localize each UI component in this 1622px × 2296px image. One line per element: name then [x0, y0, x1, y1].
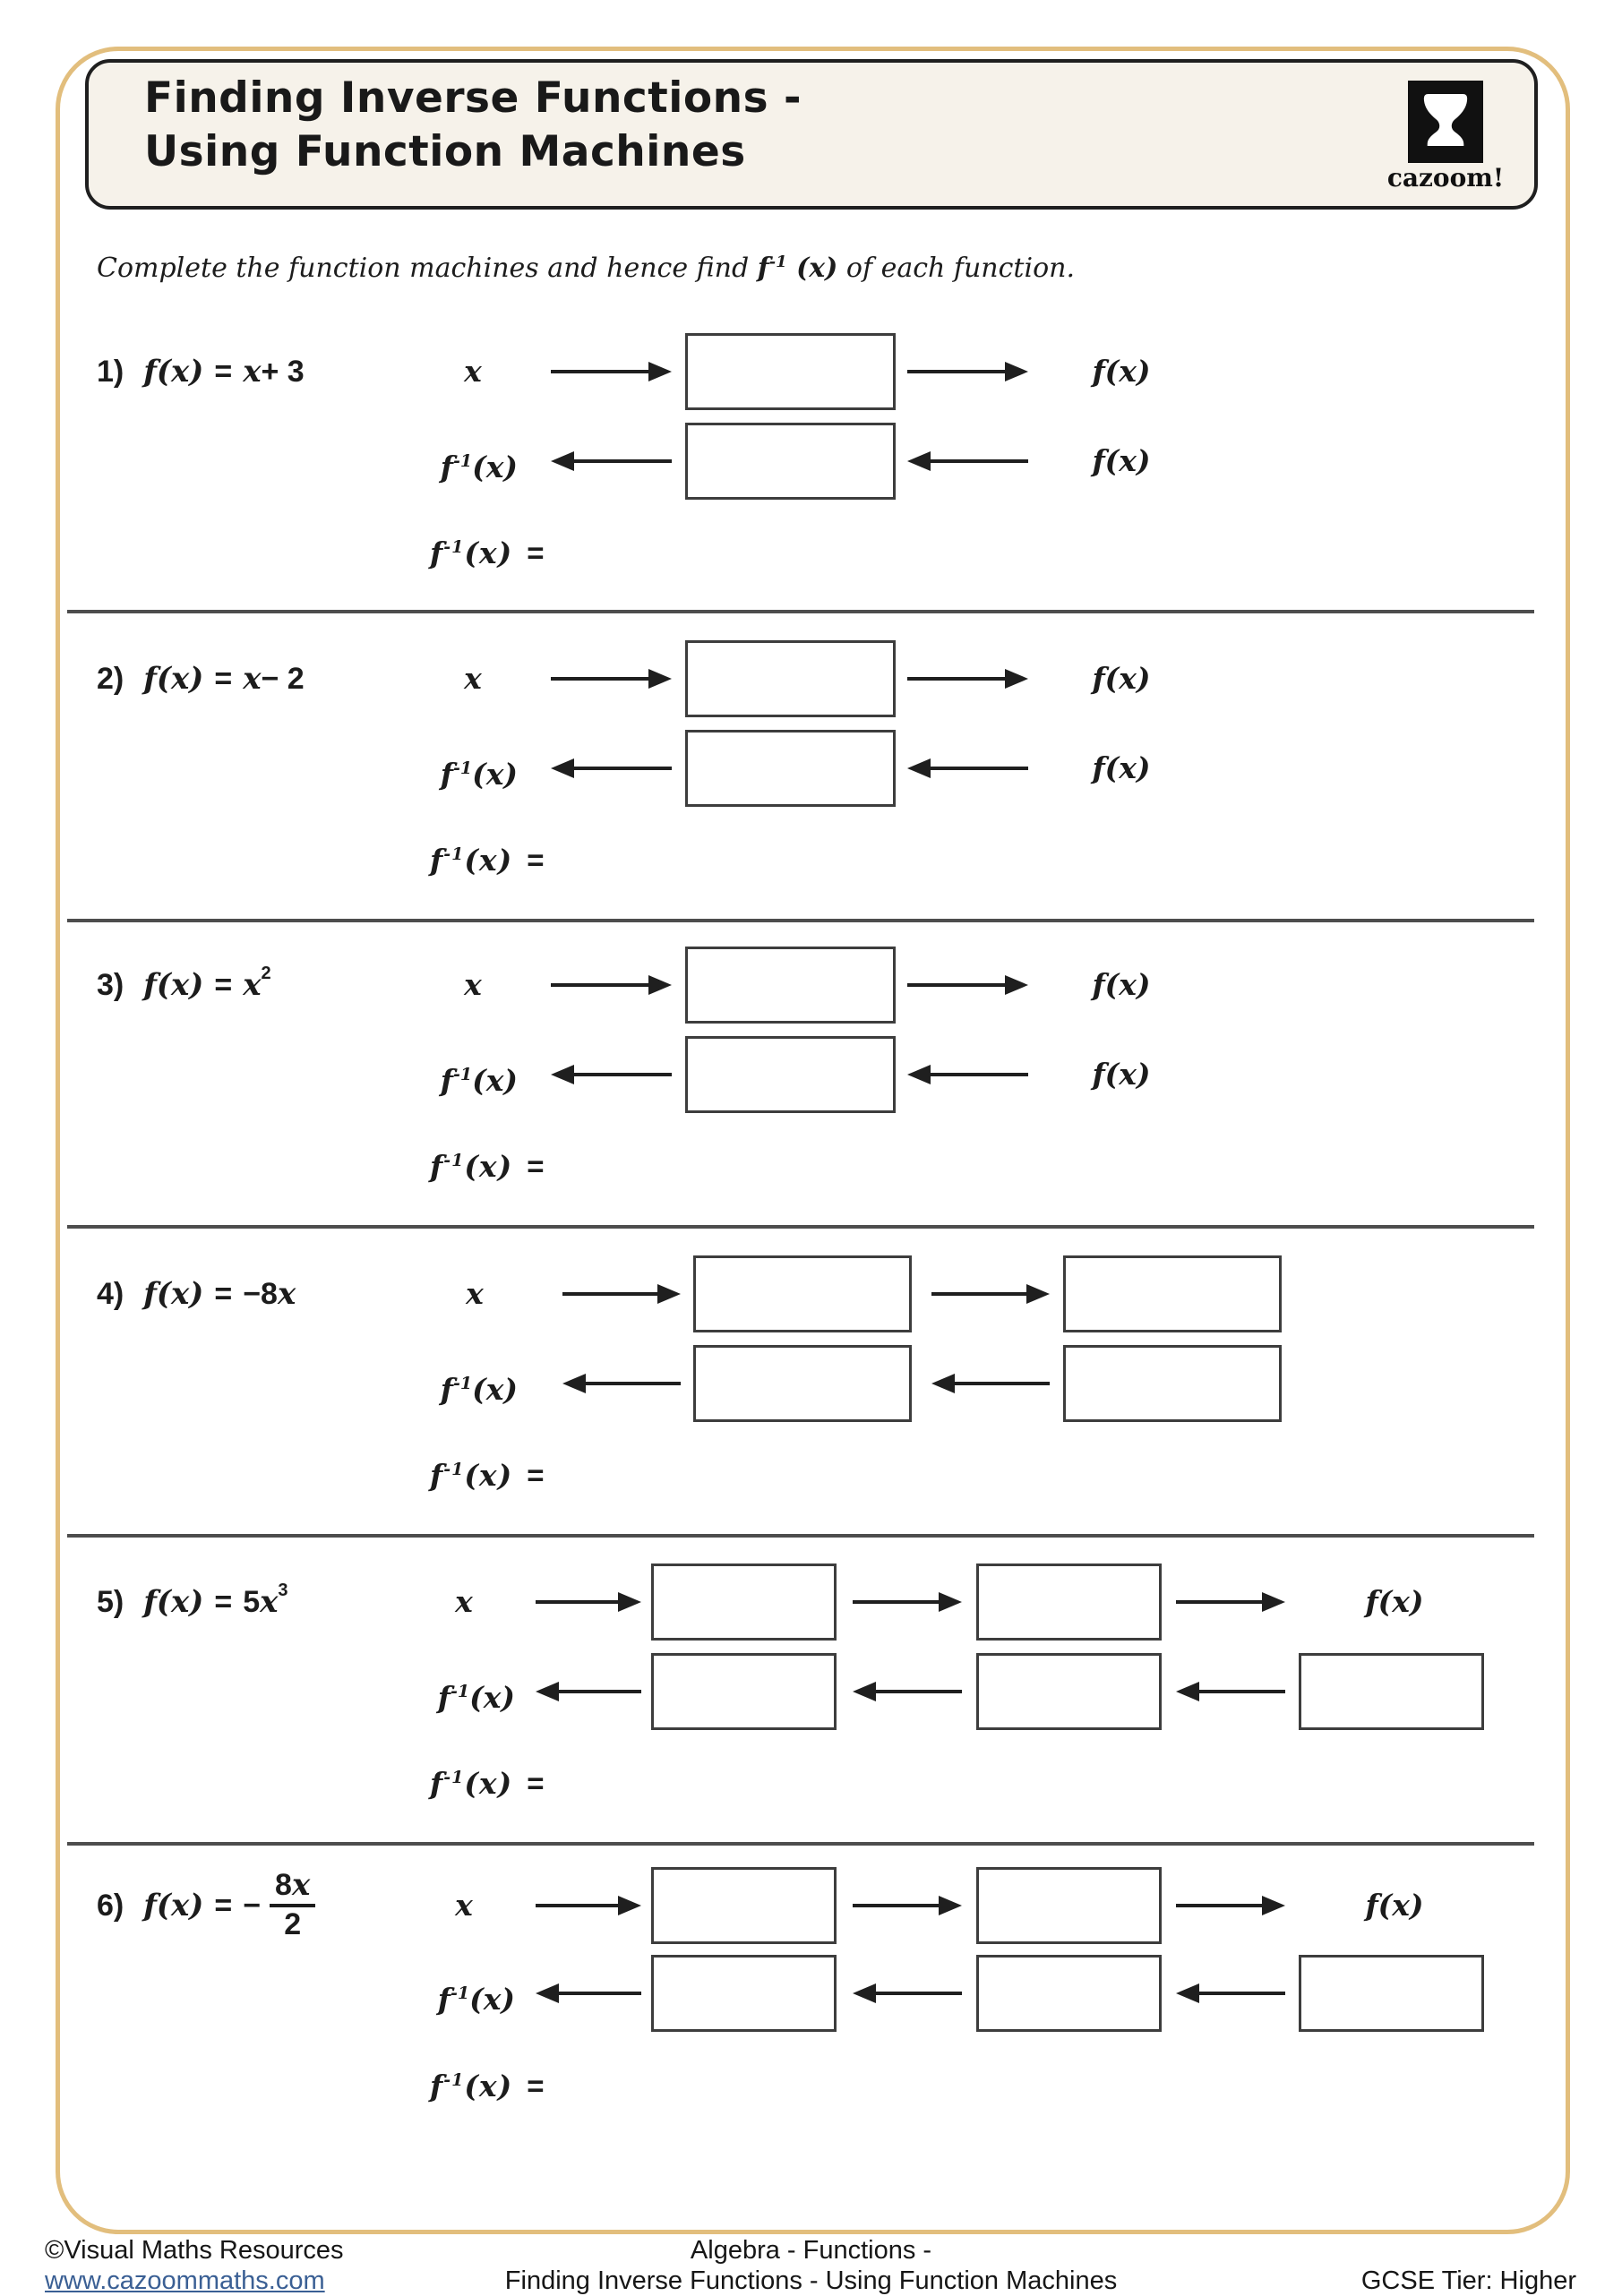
f-inverse-answer-label: $f^{-1}(x)$ =	[430, 535, 545, 570]
right-arrow-icon	[907, 974, 1028, 996]
footer-topic-line-1: Algebra - Functions -	[690, 2236, 932, 2265]
operation-box[interactable]	[651, 1653, 837, 1730]
right-arrow-icon	[907, 361, 1028, 382]
right-arrow-icon	[853, 1591, 962, 1613]
f-inverse-answer-label: $f^{-1}(x)$ =	[430, 1458, 545, 1493]
footer-topic-line-2: Finding Inverse Functions - Using Function Machines	[504, 2266, 1118, 2295]
right-arrow-icon	[562, 1283, 681, 1305]
problem-1-equation: 1) f (x) = x + 3	[97, 354, 305, 390]
left-arrow-icon	[562, 1373, 681, 1394]
operation-box[interactable]	[976, 1564, 1162, 1641]
problem-2-equation: 2) f (x) = x − 2	[97, 661, 305, 697]
left-arrow-icon	[907, 450, 1028, 472]
right-arrow-icon	[536, 1591, 641, 1613]
operation-box[interactable]	[976, 1867, 1162, 1944]
section-divider	[67, 610, 1534, 613]
operation-box[interactable]	[685, 947, 896, 1024]
operation-box[interactable]	[693, 1255, 912, 1332]
input-x-label: x	[455, 1888, 473, 1923]
left-arrow-icon	[536, 1681, 641, 1702]
operation-box[interactable]	[685, 423, 896, 500]
website-link[interactable]: www.cazoommaths.com	[45, 2266, 325, 2295]
right-arrow-icon	[551, 974, 672, 996]
right-arrow-icon	[551, 668, 672, 690]
djembe-drum-icon	[1420, 91, 1472, 153]
operation-box[interactable]	[651, 1867, 837, 1944]
f-inverse-answer-label: $f^{-1}(x)$ =	[430, 1766, 545, 1801]
fx-output-label: f(x)	[1092, 1057, 1151, 1092]
operation-box[interactable]	[1063, 1255, 1282, 1332]
f-inverse-label: $f^{-1}(x)$	[440, 1063, 518, 1098]
operation-box[interactable]	[685, 333, 896, 410]
input-x-label: x	[455, 1584, 473, 1619]
f-inverse-label: $f^{-1}(x)$	[440, 1372, 518, 1407]
right-arrow-icon	[853, 1895, 962, 1916]
input-x-label: x	[466, 1276, 484, 1311]
input-x-label: x	[464, 967, 482, 1002]
fx-output-label: f(x)	[1092, 443, 1151, 478]
f-inverse-label: $f^{-1}(x)$	[440, 757, 518, 792]
problem-6-equation: 6) f (x) = − $\frac{8x}{2}$	[97, 1867, 315, 1944]
left-arrow-icon	[853, 1681, 962, 1702]
worksheet-header	[85, 59, 1538, 210]
right-arrow-icon	[551, 361, 672, 382]
section-divider	[67, 1534, 1534, 1538]
problem-4-equation: 4) f (x) = −8 x	[97, 1276, 296, 1312]
fx-output-label: f(x)	[1365, 1584, 1424, 1619]
operation-box[interactable]	[1299, 1955, 1484, 2032]
section-divider	[67, 1842, 1534, 1846]
f-inverse-answer-label: $f^{-1}(x)$ =	[430, 2069, 545, 2103]
f-inverse-answer-label: $f^{-1}(x)$ =	[430, 1149, 545, 1184]
left-arrow-icon	[853, 1983, 962, 2004]
section-divider	[67, 1225, 1534, 1229]
left-arrow-icon	[1176, 1983, 1285, 2004]
gcse-tier-label: GCSE Tier: Higher	[1360, 2266, 1576, 2295]
f-inverse-label: $f^{-1}(x)$	[437, 1680, 515, 1715]
cazoom-logo	[1408, 81, 1483, 163]
right-arrow-icon	[536, 1895, 641, 1916]
left-arrow-icon	[536, 1983, 641, 2004]
fx-output-label: f(x)	[1092, 661, 1151, 696]
operation-box[interactable]	[685, 1036, 896, 1113]
left-arrow-icon	[907, 1064, 1028, 1085]
worksheet-instruction: Complete the function machines and hence find $f^{-1}$ (x) of each function.	[97, 253, 1075, 284]
f-inverse-answer-label: $f^{-1}(x)$ =	[430, 843, 545, 878]
left-arrow-icon	[551, 1064, 672, 1085]
problem-3-equation: 3) f (x) = x 2	[97, 963, 271, 1003]
fx-output-label: f(x)	[1092, 750, 1151, 785]
operation-box[interactable]	[1063, 1345, 1282, 1422]
operation-box[interactable]	[976, 1653, 1162, 1730]
operation-box[interactable]	[685, 730, 896, 807]
fx-output-label: f(x)	[1092, 967, 1151, 1002]
right-arrow-icon	[1176, 1895, 1285, 1916]
left-arrow-icon	[907, 758, 1028, 779]
operation-box[interactable]	[651, 1955, 837, 2032]
f-inverse-label: $f^{-1}(x)$	[437, 1982, 515, 2017]
page-title-line-1: Finding Inverse Functions -	[144, 73, 802, 123]
operation-box[interactable]	[1299, 1653, 1484, 1730]
fx-output-label: f(x)	[1092, 354, 1151, 389]
problem-5-equation: 5) f (x) = 5 x 3	[97, 1580, 288, 1620]
left-arrow-icon	[551, 758, 672, 779]
f-inverse-label: $f^{-1}(x)$	[440, 450, 518, 484]
operation-box[interactable]	[693, 1345, 912, 1422]
right-arrow-icon	[907, 668, 1028, 690]
fx-output-label: f(x)	[1365, 1888, 1424, 1923]
operation-box[interactable]	[685, 640, 896, 717]
cazoom-wordmark: cazoom!	[1386, 163, 1505, 193]
section-divider	[67, 919, 1534, 922]
right-arrow-icon	[931, 1283, 1050, 1305]
left-arrow-icon	[551, 450, 672, 472]
left-arrow-icon	[1176, 1681, 1285, 1702]
input-x-label: x	[464, 661, 482, 696]
operation-box[interactable]	[651, 1564, 837, 1641]
copyright-text: ©Visual Maths Resources	[45, 2236, 344, 2265]
right-arrow-icon	[1176, 1591, 1285, 1613]
operation-box[interactable]	[976, 1955, 1162, 2032]
left-arrow-icon	[931, 1373, 1050, 1394]
page-title-line-2: Using Function Machines	[144, 127, 746, 176]
input-x-label: x	[464, 354, 482, 389]
